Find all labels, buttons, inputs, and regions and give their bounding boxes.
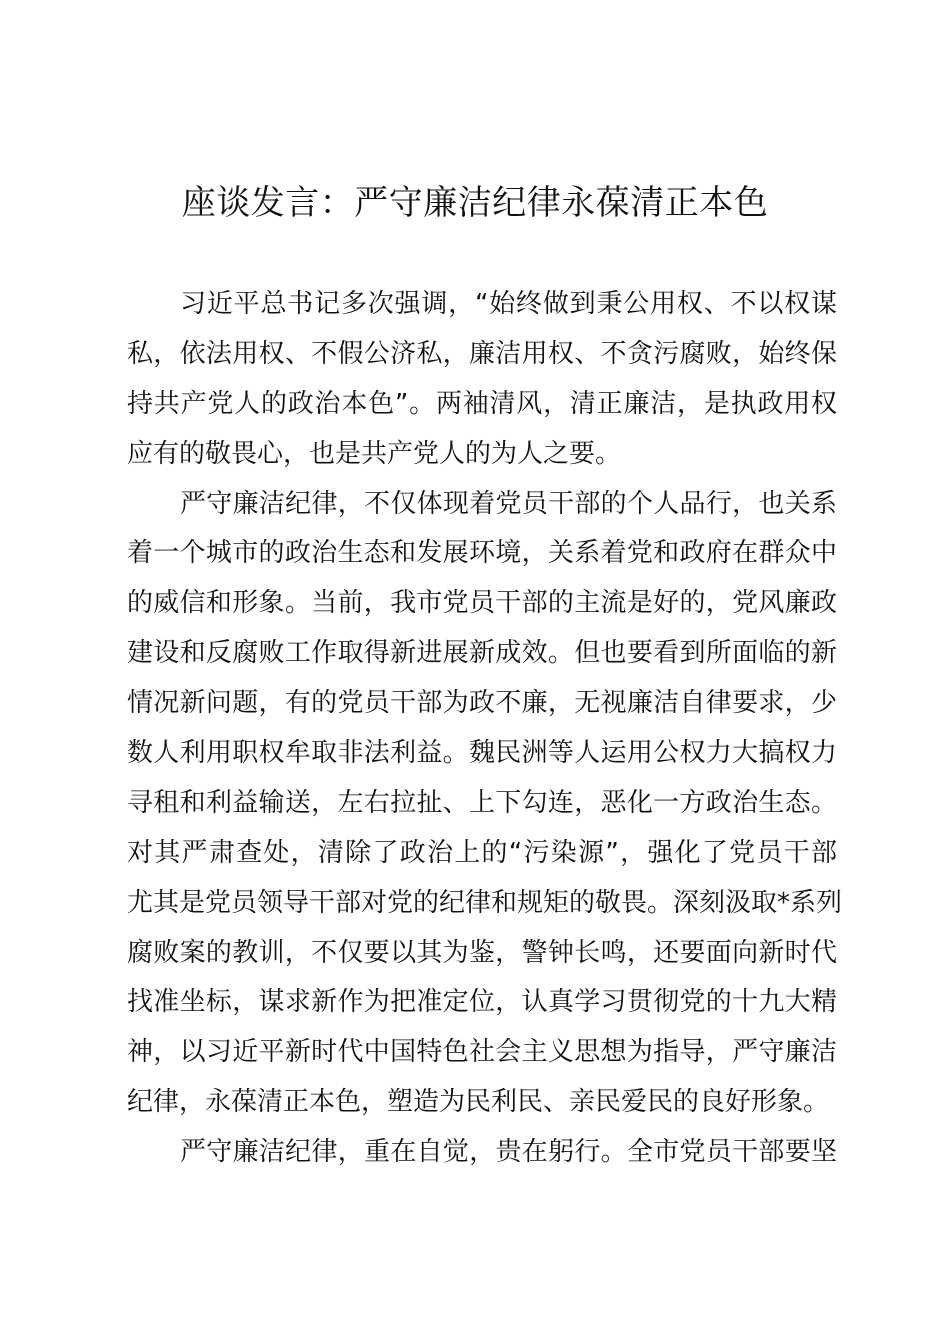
paragraph-2-line-8: 对其严肃查处，清除了政治上的“污染源”，强化了党员干部 [127, 837, 837, 868]
paragraph-2-line-13: 纪律，永葆清正本色，塑造为民利民、亲民爱民的良好形象。 [127, 1087, 830, 1118]
paragraph-2-line-10: 腐败案的教训，不仅要以其为鉴，警钟长鸣，还要面向新时代 [127, 937, 837, 968]
paragraph-2-line-7: 寻租和利益输送，左右拉扯、上下勾连，恶化一方政治生态。 [127, 787, 837, 818]
paragraph-2-line-6: 数人利用职权牟取非法利益。魏民洲等人运用公权力大搞权力 [127, 738, 837, 769]
paragraph-2-line-2: 着一个城市的政治生态和发展环境，关系着党和政府在群众中 [127, 538, 837, 569]
paragraph-2-line-11: 找准坐标，谋求新作为把准定位，认真学习贯彻党的十九大精 [127, 987, 837, 1018]
paragraph-1-line-3: 持共产党人的政治本色”。两袖清风，清正廉洁，是执政用权 [127, 388, 837, 419]
paragraph-1-line-4: 应有的敬畏心，也是共产党人的为人之要。 [127, 438, 622, 469]
paragraph-2-line-9: 尤其是党员领导干部对党的纪律和规矩的敬畏。深刻汲取*系列 [127, 887, 843, 918]
paragraph-3-line-1: 严守廉洁纪律，重在自觉，贵在躬行。全市党员干部要坚 [180, 1137, 837, 1168]
paragraph-1-line-1: 习近平总书记多次强调，“始终做到秉公用权、不以权谋 [180, 289, 837, 319]
paragraph-2-line-3: 的威信和形象。当前，我市党员干部的主流是好的，党风廉政 [127, 588, 837, 619]
paragraph-2-line-5: 情况新问题，有的党员干部为政不廉，无视廉洁自律要求，少 [127, 688, 837, 719]
document-body [127, 280, 843, 1178]
paragraph-2-line-1: 严守廉洁纪律，不仅体现着党员干部的个人品行，也关系 [180, 488, 837, 519]
paragraph-1-line-2: 私，依法用权、不假公济私，廉洁用权、不贪污腐败，始终保 [127, 338, 837, 369]
paragraph-2-line-4: 建设和反腐败工作取得新进展新成效。但也要看到所面临的新 [127, 638, 837, 669]
document-title: 座谈发言：严守廉洁纪律永葆清正本色 [181, 183, 769, 223]
paragraph-2-line-12: 神，以习近平新时代中国特色社会主义思想为指导，严守廉洁 [127, 1037, 837, 1068]
